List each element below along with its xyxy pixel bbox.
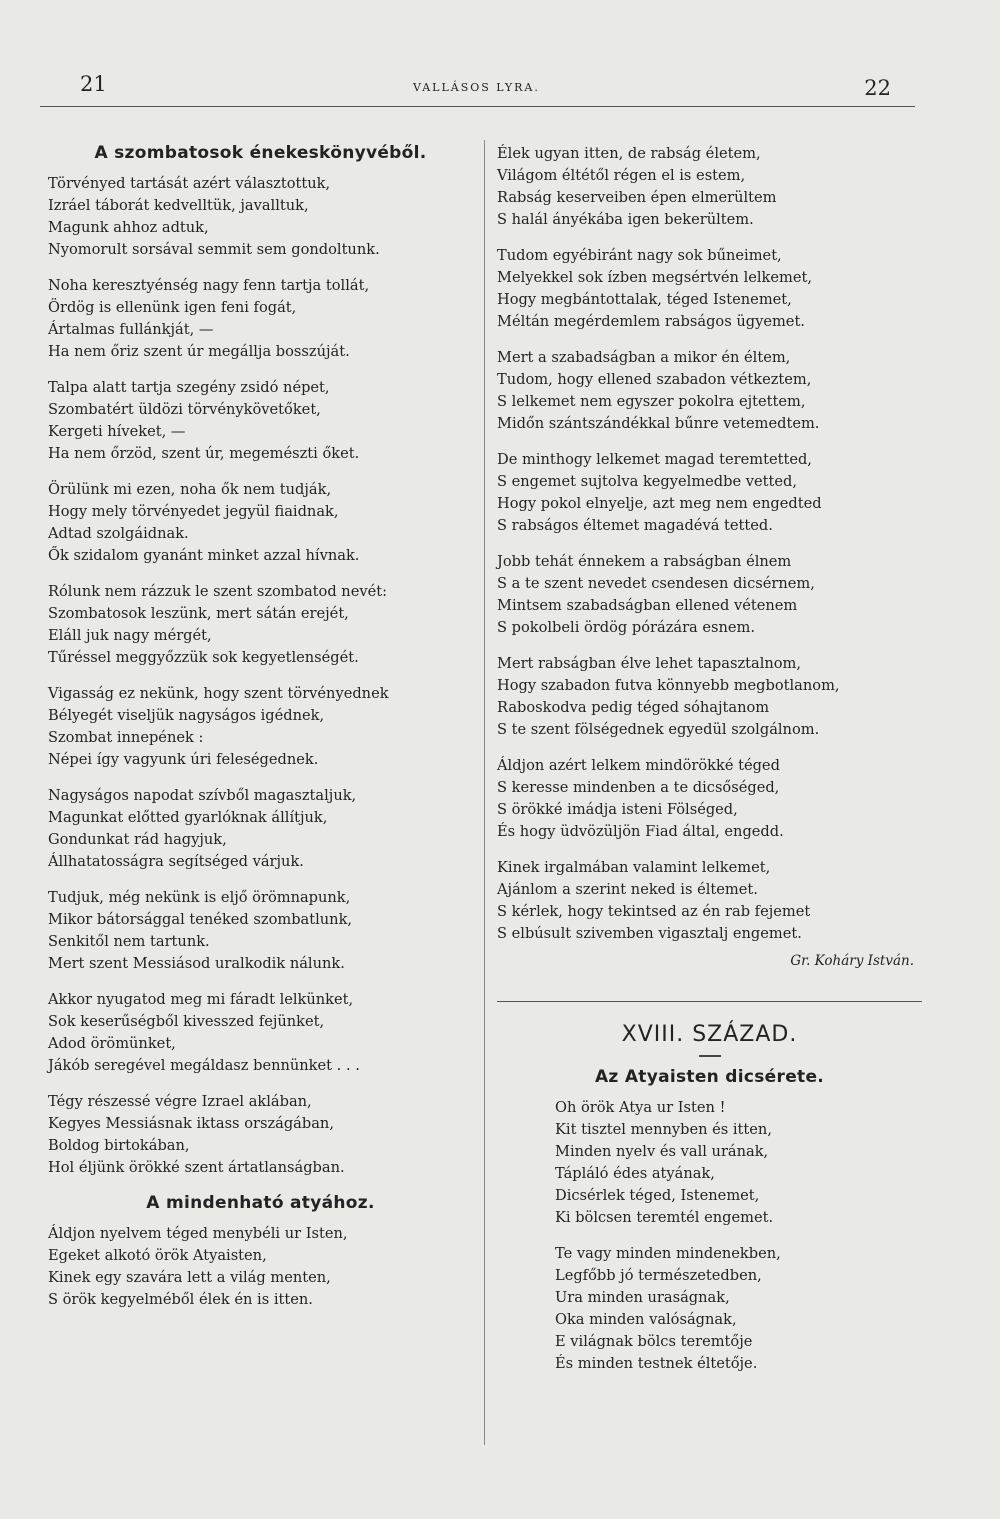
verse-line: Magunk ahhoz adtuk, <box>48 219 209 236</box>
stanza <box>48 479 473 567</box>
verse-line: Mert a szabadságban a mikor én éltem, <box>497 349 791 366</box>
verse-line: Raboskodva pedig téged sóhajtanom <box>497 699 770 716</box>
poem-title: A mindenható atyához. <box>146 1193 375 1213</box>
verse-line: S a te szent nevedet csendesen dicsérnem, <box>497 575 815 592</box>
verse-line: S keresse mindenben a te dicsőséged, <box>497 779 780 796</box>
verse-line: Mert szent Messiásod uralkodik nálunk. <box>48 955 345 972</box>
verse-line: S rabságos éltemet magadévá tetted. <box>497 517 773 534</box>
poem-title: A szombatosok énekeskönyvéből. <box>94 143 427 163</box>
verse-line: S elbúsult szivemben vigasztalj engemet. <box>497 925 802 942</box>
verse-line: Adod örömünket, <box>48 1035 176 1052</box>
stanza <box>48 683 473 771</box>
verse-line: Tégy részessé végre Izrael aklában, <box>48 1093 312 1110</box>
stanza <box>48 1091 473 1179</box>
stanza <box>48 989 473 1077</box>
verse-line: Adtad szolgáidnak. <box>48 525 189 542</box>
verse-line: Áldjon azért lelkem mindörökké téged <box>497 757 780 774</box>
verse-line: Állhatatosságra segítséged várjuk. <box>48 853 304 870</box>
verse-line: Vigasság ez nekünk, hogy szent törvényednek <box>48 685 389 702</box>
right-column <box>497 143 922 1389</box>
verse-line: Hogy szabadon futva könnyebb megbotlanom, <box>497 677 840 694</box>
verse-line: Bélyegét viseljük nagyságos igédnek, <box>48 707 325 724</box>
verse-line: S te szent fölségednek egyedül szolgálnom. <box>497 721 820 738</box>
verse-line: Nagyságos napodat szívből magasztaljuk, <box>48 787 357 804</box>
stanza <box>497 347 922 435</box>
stanza <box>497 245 922 333</box>
verse-line: Gondunkat rád hagyjuk, <box>48 831 227 848</box>
stanza <box>48 581 473 669</box>
verse-line: Tudjuk, még nekünk is eljő örömnapunk, <box>48 889 351 906</box>
stanza <box>48 377 473 465</box>
verse-line: Ártalmas fullánkját, — <box>48 321 214 338</box>
verse-line: E világnak bölcs teremtője <box>555 1333 753 1350</box>
stanza <box>48 887 473 975</box>
verse-line: Oka minden valóságnak, <box>555 1311 737 1328</box>
verse-line: Magunkat előtted gyarlóknak állítjuk, <box>48 809 328 826</box>
verse-line: Tápláló édes atyának, <box>555 1165 715 1182</box>
verse-line: Áldjon nyelvem téged menybéli ur Isten, <box>48 1225 348 1242</box>
verse-line: Rabság keserveiben épen elmerültem <box>497 189 777 206</box>
page-number-left: 21 <box>80 72 107 96</box>
stanza <box>48 1223 473 1311</box>
poem-body <box>48 173 473 1179</box>
verse-line: És hogy üdvözüljön Fiad által, engedd. <box>497 823 784 840</box>
verse-line: De minthogy lelkemet magad teremtetted, <box>497 451 812 468</box>
verse-line: Népei így vagyunk úri feleségednek. <box>48 751 319 768</box>
century-heading: XVIII. SZÁZAD. <box>621 1022 798 1047</box>
verse-line: Tudom egyébiránt nagy sok bűneimet, <box>497 247 782 264</box>
verse-line: Tűréssel meggyőzzük sok kegyetlenségét. <box>48 649 359 666</box>
verse-line: Akkor nyugatod meg mi fáradt lelkünket, <box>48 991 354 1008</box>
verse-line: S lelkemet nem egyszer pokolra ejtettem, <box>497 393 806 410</box>
stanza <box>497 449 922 537</box>
verse-line: Szombat innepének : <box>48 729 204 746</box>
verse-line: Szombatért üldözi törvénykövetőket, <box>48 401 321 418</box>
verse-line: Hogy megbántottalak, téged Istenemet, <box>497 291 792 308</box>
verse-line: Izráel táborát kedvelltük, javalltuk, <box>48 197 309 214</box>
stanza <box>48 785 473 873</box>
poem-body <box>497 143 922 945</box>
verse-line: Dicsérlek téged, Istenemet, <box>555 1187 760 1204</box>
verse-line: Kinek egy szavára lett a világ menten, <box>48 1269 331 1286</box>
verse-line: S kérlek, hogy tekintsed az én rab fejemet <box>497 903 811 920</box>
verse-line: Rólunk nem rázzuk le szent szombatod nevét: <box>48 583 388 600</box>
verse-line: Melyekkel sok ízben megsértvén lelkemet, <box>497 269 813 286</box>
stanza <box>497 653 922 741</box>
stanza <box>497 143 922 231</box>
verse-line: Talpa alatt tartja szegény zsidó népet, <box>48 379 330 396</box>
verse-line: Sok keserűségből kivesszed fejünket, <box>48 1013 325 1030</box>
verse-line: Nyomorult sorsával semmit sem gondoltunk. <box>48 241 380 258</box>
verse-line: Mert rabságban élve lehet tapasztalnom, <box>497 655 802 672</box>
verse-line: Jákób seregével megáldasz bennünket . . . <box>48 1057 360 1074</box>
verse-line: Kergeti híveket, — <box>48 423 186 440</box>
verse-line: Ördög is ellenünk igen feni fogát, <box>48 299 297 316</box>
stanza <box>497 551 922 639</box>
page-header <box>0 70 1000 104</box>
verse-line: Ki bölcsen teremtél engemet. <box>555 1209 774 1226</box>
verse-line: S örök kegyelméből élek én is itten. <box>48 1291 313 1308</box>
verse-line: Élek ugyan itten, de rabság életem, <box>497 145 761 162</box>
verse-line: Ők szidalom gyanánt minket azzal hívnak. <box>48 547 360 564</box>
verse-line: Egeket alkotó örök Atyaisten, <box>48 1247 267 1264</box>
running-title: VALLÁSOS LYRA. <box>413 81 540 94</box>
verse-line: Legfőbb jó természetedben, <box>555 1267 762 1284</box>
verse-line: Kegyes Messiásnak iktass országában, <box>48 1115 334 1132</box>
verse-line: Te vagy minden mindenekben, <box>555 1245 781 1262</box>
verse-line: Tudom, hogy ellened szabadon vétkeztem, <box>497 371 812 388</box>
verse-line: S örökké imádja isteni Fölséged, <box>497 801 738 818</box>
heading-dash <box>699 1055 721 1057</box>
verse-line: Törvényed tartását azért választottuk, <box>48 175 331 192</box>
verse-line: S pokolbeli ördög pórázára esnem. <box>497 619 756 636</box>
verse-line: Mikor bátorsággal tenéked szombatlunk, <box>48 911 353 928</box>
verse-line: S halál ányékába igen bekerültem. <box>497 211 754 228</box>
stanza <box>497 857 922 945</box>
verse-line: Midőn szántszándékkal bűnre vetemedtem. <box>497 415 820 432</box>
stanza <box>497 755 922 843</box>
stanza <box>555 1243 922 1375</box>
page-number-right: 22 <box>864 76 891 100</box>
verse-line: Ha nem őriz szent úr megállja bosszúját. <box>48 343 350 360</box>
verse-line: És minden testnek éltetője. <box>555 1355 758 1372</box>
poem-body <box>497 1097 922 1375</box>
verse-line: Senkitől nem tartunk. <box>48 933 210 950</box>
verse-line: Eláll juk nagy mérgét, <box>48 627 212 644</box>
signature: Gr. Koháry István. <box>790 953 914 969</box>
stanza <box>48 275 473 363</box>
section-rule <box>497 1001 922 1002</box>
verse-line: Ajánlom a szerint neked is éltemet. <box>497 881 758 898</box>
verse-line: Kinek irgalmában valamint lelkemet, <box>497 859 771 876</box>
verse-line: Noha keresztyénség nagy fenn tartja tollát, <box>48 277 370 294</box>
verse-line: Hogy pokol elnyelje, azt meg nem engedted <box>497 495 822 512</box>
verse-line: Boldog birtokában, <box>48 1137 190 1154</box>
column-separator <box>484 140 485 1445</box>
verse-line: Hogy mely törvényedet jegyül fiaidnak, <box>48 503 339 520</box>
verse-line: Világom éltétől régen el is estem, <box>497 167 746 184</box>
left-column <box>48 143 473 1325</box>
verse-line: Hol éljünk örökké szent ártatlanságban. <box>48 1159 345 1176</box>
verse-line: Ha nem őrzöd, szent úr, megemészti őket. <box>48 445 360 462</box>
verse-line: Mintsem szabadságban ellened vétenem <box>497 597 798 614</box>
verse-line: Örülünk mi ezen, noha ők nem tudják, <box>48 481 332 498</box>
verse-line: S engemet sujtolva kegyelmedbe vetted, <box>497 473 797 490</box>
verse-line: Jobb tehát énnekem a rabságban élnem <box>497 553 792 570</box>
verse-line: Méltán megérdemlem rabságos ügyemet. <box>497 313 805 330</box>
verse-line: Kit tisztel mennyben és itten, <box>555 1121 772 1138</box>
verse-line: Oh örök Atya ur Isten ! <box>555 1099 726 1116</box>
poem-body <box>48 1223 473 1311</box>
stanza <box>555 1097 922 1229</box>
verse-line: Szombatosok leszünk, mert sátán erejét, <box>48 605 349 622</box>
verse-line: Minden nyelv és vall urának, <box>555 1143 769 1160</box>
poem-title: Az Atyaisten dicsérete. <box>594 1067 825 1087</box>
header-rule <box>40 106 915 107</box>
stanza <box>48 173 473 261</box>
verse-line: Ura minden uraságnak, <box>555 1289 730 1306</box>
